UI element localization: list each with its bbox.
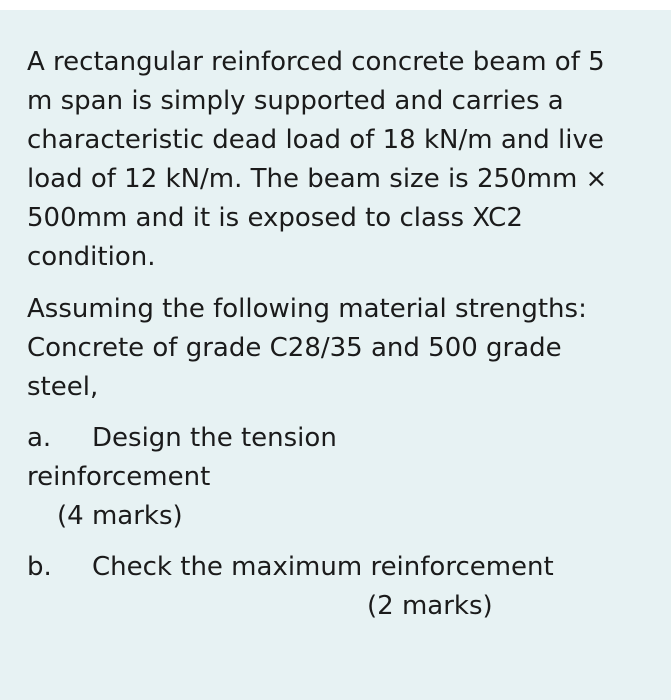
question-card bbox=[0, 10, 671, 700]
paragraph1-line1: A rectangular reinforced concrete beam of 5 bbox=[27, 47, 605, 77]
part-a-text-line1: Design the tension bbox=[92, 423, 337, 453]
part-a-marks: (4 marks) bbox=[57, 501, 183, 531]
part-b-label: b. bbox=[27, 552, 52, 582]
part-b-marks: (2 marks) bbox=[367, 591, 493, 621]
part-a-label: a. bbox=[27, 423, 52, 453]
part-b-text: Check the maximum reinforcement bbox=[92, 552, 554, 582]
paragraph2-line1: Assuming the following material strengths: bbox=[27, 294, 587, 324]
paragraph2-line3: steel, bbox=[27, 372, 99, 402]
paragraph1-line2: m span is simply supported and carries a bbox=[27, 86, 564, 116]
paragraph1-line4: load of 12 kN/m. The beam size is 250mm × bbox=[27, 164, 608, 194]
paragraph1-line6: condition. bbox=[27, 242, 156, 272]
paragraph1-line5: 500mm and it is exposed to class XC2 bbox=[27, 203, 523, 233]
paragraph1-line3: characteristic dead load of 18 kN/m and live bbox=[27, 125, 604, 155]
paragraph2-line2: Concrete of grade C28/35 and 500 grade bbox=[27, 333, 562, 363]
part-a-text-line2: reinforcement bbox=[27, 462, 211, 492]
